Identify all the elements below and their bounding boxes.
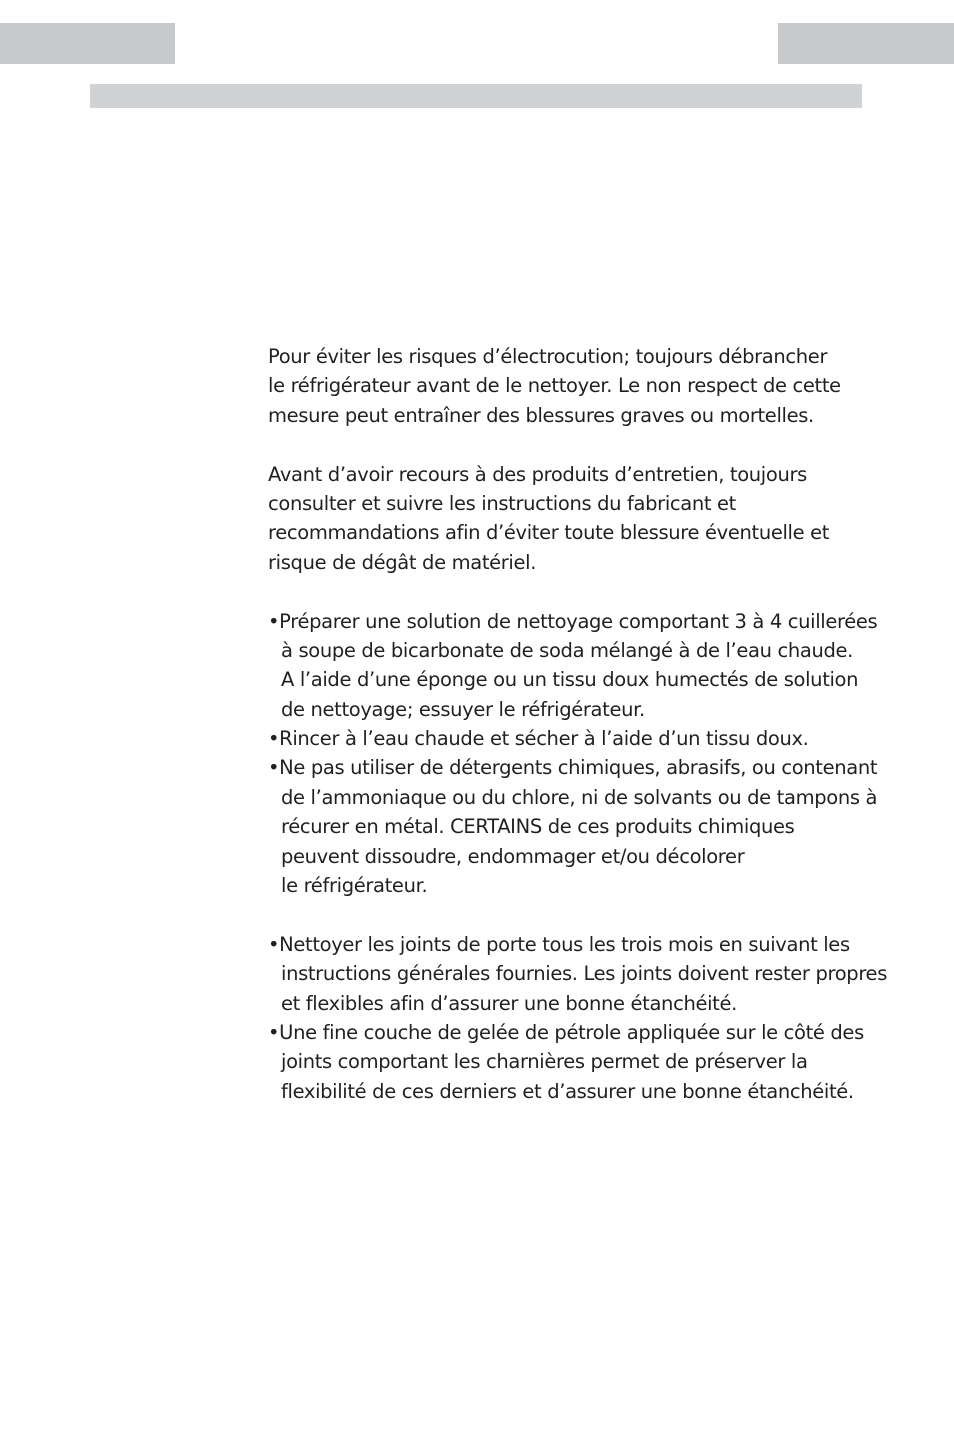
gasket-bullet-list	[268, 930, 888, 1106]
list-item	[268, 753, 888, 900]
list-item	[268, 930, 888, 1018]
caution-paragraph	[268, 460, 888, 578]
bullet-line: •Nettoyer les joints de porte tous les trois mois en suivant les	[268, 932, 850, 956]
text-line: mesure peut entraîner des blessures graves ou mortelles.	[268, 403, 814, 427]
page-tab-left	[0, 23, 175, 64]
list-item	[268, 1018, 888, 1106]
text-line: consulter et suivre les instructions du fabricant et	[268, 491, 736, 515]
bullet-line: et flexibles afin d’assurer une bonne étanchéité.	[281, 991, 737, 1015]
bullet-line: flexibilité de ces derniers et d’assurer une bonne étanchéité.	[281, 1079, 854, 1103]
bullet-line: joints comportant les charnières permet de préserver la	[281, 1050, 808, 1074]
bullet-line: •Une fine couche de gelée de pétrole appliquée sur le côté des	[268, 1020, 864, 1044]
bullet-line: de l’ammoniaque ou du chlore, ni de solvants ou de tampons à	[281, 785, 878, 809]
page-tab-right	[778, 23, 954, 64]
section-header-bar	[90, 84, 862, 108]
bullet-line: •Rincer à l’eau chaude et sécher à l’aide d’un tissu doux.	[268, 727, 809, 751]
bullet-line: A l’aide d’une éponge ou un tissu doux humectés de solution	[281, 668, 859, 692]
text-line: le réfrigérateur avant de le nettoyer. Le non respect de cette	[268, 374, 841, 398]
bullet-line: •Ne pas utiliser de détergents chimiques, abrasifs, ou contenant	[268, 756, 878, 780]
bullet-line: à soupe de bicarbonate de soda mélangé à de l’eau chaude.	[281, 638, 854, 662]
page-content	[268, 342, 888, 1106]
text-line: risque de dégât de matériel.	[268, 550, 537, 574]
list-item	[268, 724, 888, 753]
text-line: Pour éviter les risques d’électrocution; toujours débrancher	[268, 345, 828, 368]
bullet-line: récurer en métal. CERTAINS de ces produits chimiques	[281, 815, 795, 839]
bullet-line: •Préparer une solution de nettoyage comportant 3 à 4 cuillerées	[268, 609, 878, 633]
text-line: Avant d’avoir recours à des produits d’entretien, toujours	[268, 462, 807, 486]
list-item	[268, 607, 888, 725]
warning-paragraph	[268, 342, 888, 430]
bullet-line: de nettoyage; essuyer le réfrigérateur.	[281, 697, 645, 721]
cleaning-bullet-list	[268, 607, 888, 901]
bullet-line: le réfrigérateur.	[281, 874, 428, 898]
bullet-line: instructions générales fournies. Les joints doivent rester propres	[281, 962, 888, 986]
text-line: recommandations afin d’éviter toute blessure éventuelle et	[268, 521, 830, 545]
bullet-line: peuvent dissoudre, endommager et/ou décolorer	[281, 844, 745, 868]
